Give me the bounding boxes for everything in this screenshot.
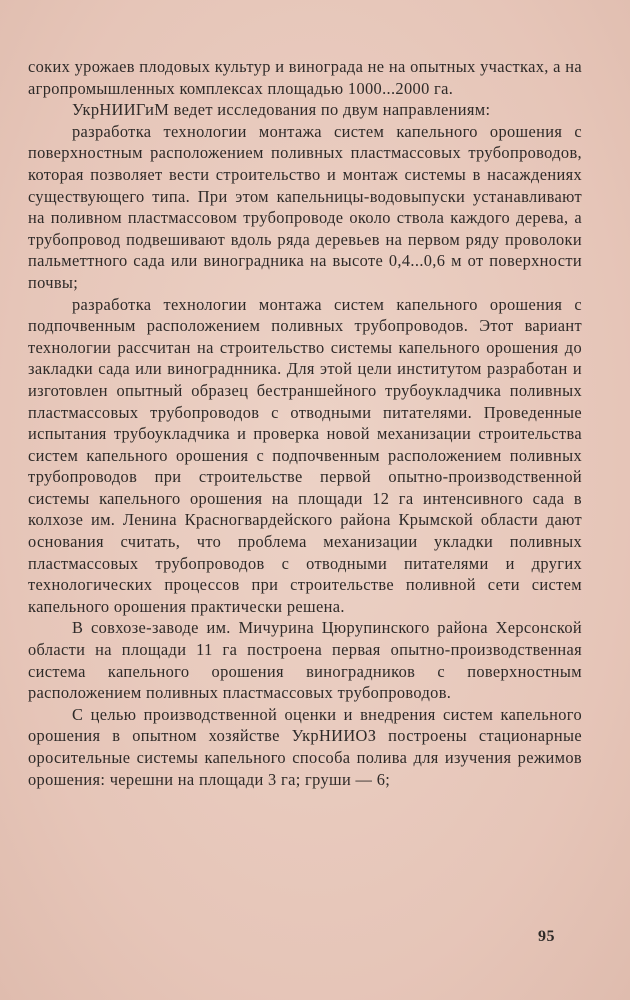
page-number: 95 [538, 928, 555, 945]
paragraph-1: соких урожаев плодовых культур и винограда не на опытных участках, а на агропромышленных комплексах площадью 1000...2000 га. [28, 57, 582, 98]
paragraph-6: С целью производственной оценки и внедрения систем капельного орошения в опытном хозяйстве УкрНИИОЗ построены стационарные оросительные системы капельного способа полива для изучения режимов орошения: черешни на площади 3 га; груши — 6; [28, 704, 582, 789]
paragraph-4: разработка технологии монтажа систем капельного орошения с подпочвенным расположением поливных трубопроводов. Этот вариант технологии рассчитан на строительство системы капельного орошения до закладки сада или винограднника. Для этой цели институтом разработан и изготовлен опытный образец бестраншейного трубоукладчика поливных пластмассовых трубопроводов с отводными питателями. Проведенные испытания трубоукладчика и проверка новой механизации строительства систем капельного орошения с подпочвенным расположением поливных трубопроводов при строительстве первой опытно-производственной системы капельного орошения на площади 12 га интенсивного сада в колхозе им. Ленина Красногвардейского района Крымской области дают основания считать, что проблема механизации укладки поливных пластмассовых трубопроводов с отводными питателями и других технологических процессов при строительстве поливной сети систем капельного орошения практически решена. [28, 294, 582, 616]
paragraph-5: В совхозе-заводе им. Мичурина Цюрупинского района Херсонской области на площади 11 га построена первая опытно-производственная система капельного орошения виноградников с поверхностным расположением поливных пластмассовых трубопроводов. [28, 618, 582, 703]
body-text [28, 56, 582, 790]
paragraph-2: УкрНИИГиМ ведет исследования по двум направлениям: [72, 100, 491, 120]
paragraph-3: разработка технологии монтажа систем капельного орошения с поверхностным расположением поливных пластмассовых трубопроводов, которая позволяет вести строительство и монтаж системы в насаждениях существующего типа. При этом капельницы-водовыпуски устанавливают на поливном пластмассовом трубопроводе около ствола каждого дерева, а трубопровод подвешивают вдоль ряда деревьев на первом ряду проволоки пальметтного сада или виноградника на высоте 0,4...0,6 м от поверхности почвы; [28, 121, 582, 292]
